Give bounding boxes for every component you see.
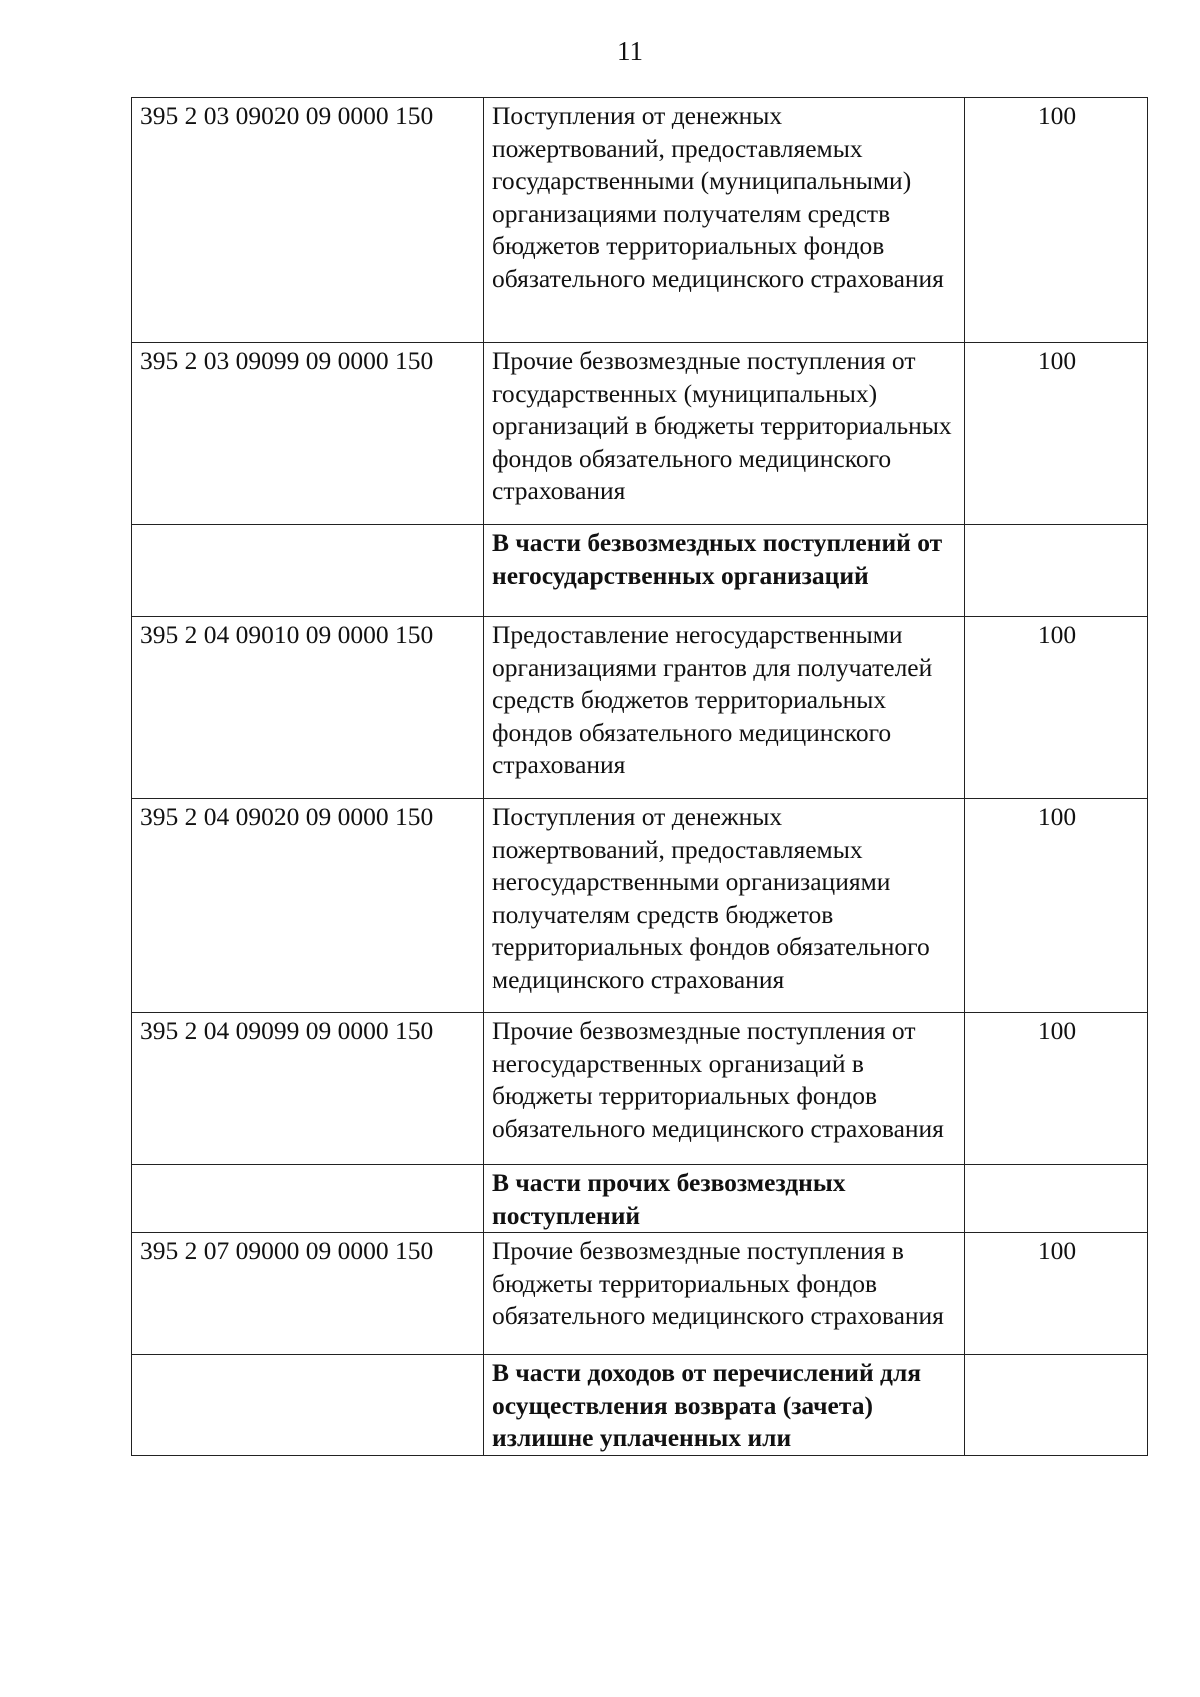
description-cell: Поступления от денежных пожертвований, предоставляемых негосударственными организациями получателям средств бюджетов территориальных фондов обязательного медицинского страхования: [484, 799, 965, 1013]
table-row: [132, 1013, 1148, 1165]
section-heading-cell: В части безвозмездных поступлений от негосударственных организаций: [484, 525, 965, 617]
description-cell: Прочие безвозмездные поступления от негосударственных организаций в бюджеты территориальных фондов обязательного медицинского страхования: [484, 1013, 965, 1165]
budget-code-cell: 395 2 04 09010 09 0000 150: [132, 617, 484, 799]
section-heading-row: [132, 1355, 1148, 1456]
budget-code-cell: [132, 525, 484, 617]
section-heading-row: [132, 1165, 1148, 1233]
table-row: [132, 1233, 1148, 1355]
section-heading-cell: В части прочих безвозмездных поступлений: [484, 1165, 965, 1233]
budget-code-cell: 395 2 07 09000 09 0000 150: [132, 1233, 484, 1355]
table-row: [132, 799, 1148, 1013]
description-cell: Прочие безвозмездные поступления в бюджеты территориальных фондов обязательного медицинского страхования: [484, 1233, 965, 1355]
budget-code-cell: 395 2 03 09099 09 0000 150: [132, 343, 484, 525]
revenue-classification-table: [131, 97, 1148, 1456]
section-heading-cell: В части доходов от перечислений для осуществления возврата (зачета) излишне уплаченных или: [484, 1355, 965, 1456]
budget-code-cell: 395 2 04 09099 09 0000 150: [132, 1013, 484, 1165]
table-row: [132, 98, 1148, 343]
percent-cell: 100: [965, 1013, 1148, 1165]
table-row: [132, 343, 1148, 525]
budget-code-cell: [132, 1165, 484, 1233]
budget-code-cell: [132, 1355, 484, 1456]
description-cell: Поступления от денежных пожертвований, предоставляемых государственными (муниципальными) организациями получателям средств бюджетов территориальных фондов обязательного медицинского страхования: [484, 98, 965, 343]
percent-cell: 100: [965, 617, 1148, 799]
page-number: 11: [617, 36, 643, 66]
description-cell: Прочие безвозмездные поступления от государственных (муниципальных) организаций в бюджеты территориальных фондов обязательного медицинского страхования: [484, 343, 965, 525]
description-cell: Предоставление негосударственными организациями грантов для получателей средств бюджетов территориальных фондов обязательного медицинского страхования: [484, 617, 965, 799]
percent-cell: [965, 1165, 1148, 1233]
section-heading-row: [132, 525, 1148, 617]
percent-cell: 100: [965, 98, 1148, 343]
budget-code-cell: 395 2 04 09020 09 0000 150: [132, 799, 484, 1013]
percent-cell: 100: [965, 799, 1148, 1013]
percent-cell: [965, 525, 1148, 617]
percent-cell: 100: [965, 343, 1148, 525]
budget-code-cell: 395 2 03 09020 09 0000 150: [132, 98, 484, 343]
table-row: [132, 617, 1148, 799]
percent-cell: 100: [965, 1233, 1148, 1355]
percent-cell: [965, 1355, 1148, 1456]
